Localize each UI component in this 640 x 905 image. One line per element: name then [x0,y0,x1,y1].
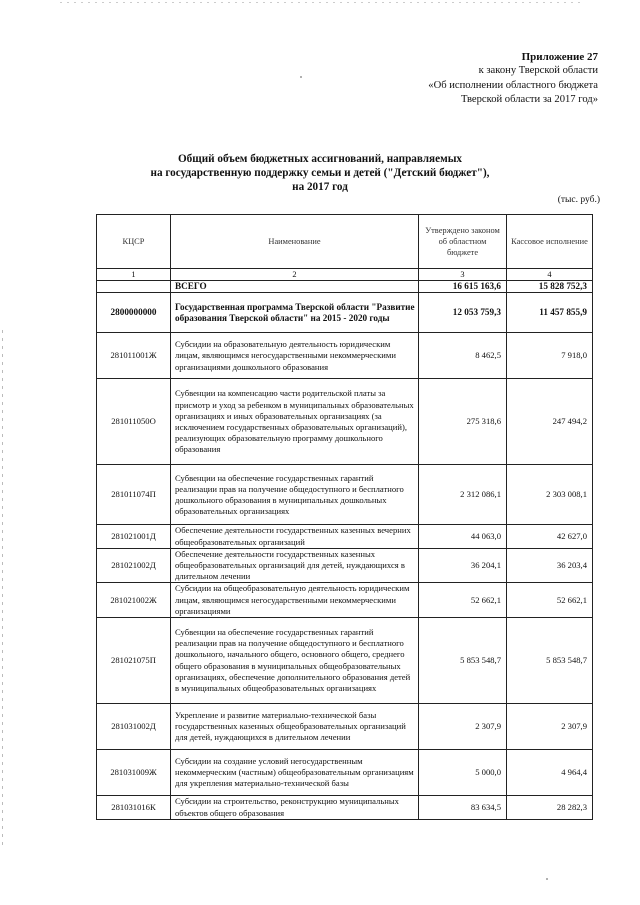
column-index-row [97,269,593,281]
table-row [97,548,593,583]
table-row [97,379,593,465]
table-row [97,465,593,525]
row-name: Укрепление и развитие материально-технической базы государственных казенных общеобразовательных организаций для детей, нуждающихся в длительном лечении [171,704,419,750]
row-executed-amount: 2 307,9 [507,704,593,750]
row-executed-amount: 5 853 548,7 [507,618,593,704]
row-approved-amount: 275 318,6 [419,379,507,465]
row-name: Субвенции на компенсацию части родительской платы за присмотр и уход за ребенком в муниципальных образовательных организациях и иных образовательных организациях (за исключением государственных образовательных организаций), реализующих образовательную программу дошкольного образования [171,379,419,465]
appendix-number: Приложение 27 [521,51,598,63]
row-name: Обеспечение деятельности государственных казенных вечерних общеобразовательных организаций [171,525,419,548]
row-name: ВСЕГО [171,281,419,293]
row-executed-amount: 11 457 855,9 [507,293,593,333]
header-approved: Утверждено законом об областном бюджете [419,215,507,269]
index-cell: 3 [419,269,507,281]
table-row [97,333,593,379]
row-approved-amount: 2 307,9 [419,704,507,750]
row-approved-amount: 83 634,5 [419,796,507,820]
row-name: Субсидии на общеобразовательную деятельность юридическим лицам, являющимся негосударственными некоммерческими организациями [171,583,419,618]
row-approved-amount: 44 063,0 [419,525,507,548]
appendix-header [428,50,598,108]
row-executed-amount: 2 303 008,1 [507,465,593,525]
row-executed-amount: 7 918,0 [507,333,593,379]
unit-label: (тыс. руб.) [557,195,600,205]
row-executed-amount: 247 494,2 [507,379,593,465]
row-approved-amount: 5 853 548,7 [419,618,507,704]
row-name: Обеспечение деятельности государственных казенных общеобразовательных организаций для детей, нуждающихся в длительном лечении [171,548,419,583]
row-approved-amount: 36 204,1 [419,548,507,583]
title-line: на 2017 год [292,181,348,194]
table-row [97,618,593,704]
header-executed: Кассовое исполнение [507,215,593,269]
title-line: Общий объем бюджетных ассигнований, направляемых [177,153,463,165]
row-code: 2800000000 [97,293,171,333]
header-code: КЦСР [97,215,171,269]
table-header-row [97,215,593,269]
row-code [97,281,171,293]
scan-speck [546,878,548,880]
index-cell: 2 [171,269,419,281]
row-code: 281031016К [97,796,171,820]
row-name: Субсидии на строительство, реконструкцию муниципальных объектов общего образования [171,796,419,820]
title-line: на государственную поддержку семьи и детей ("Детский бюджет"), [150,167,490,180]
row-name: Субвенции на обеспечение государственных гарантий реализации прав на получение общедоступного и бесплатного дошкольного, начального общего, основного общего, среднего общего образования в муниципальных общеобразовательных организациях, обеспечение дополнительного образования детей в муниципальных общеобразовательных организациях [171,618,419,704]
scan-edge-marks [2,330,3,850]
row-code: 281011050О [97,379,171,465]
budget-table [96,214,593,820]
row-executed-amount: 28 282,3 [507,796,593,820]
row-executed-amount: 52 662,1 [507,583,593,618]
appendix-line: Тверской области за 2017 год» [461,94,598,106]
row-name: Субвенции на обеспечение государственных гарантий реализации прав на получение общедоступного и бесплатного дошкольного образования в муниципальных дошкольных образовательных организациях [171,465,419,525]
table-row [97,525,593,548]
row-executed-amount: 15 828 752,3 [507,281,593,293]
table-row [97,796,593,820]
appendix-line: «Об исполнении областного бюджета [428,79,598,91]
table-row [97,583,593,618]
row-approved-amount: 8 462,5 [419,333,507,379]
scan-speck [300,76,302,78]
appendix-line: к закону Тверской области [478,65,598,77]
row-code: 281021002Д [97,548,171,583]
row-approved-amount: 12 053 759,3 [419,293,507,333]
row-executed-amount: 42 627,0 [507,525,593,548]
index-cell: 1 [97,269,171,281]
row-code: 281021075П [97,618,171,704]
row-approved-amount: 2 312 086,1 [419,465,507,525]
document-title [0,152,640,195]
row-executed-amount: 4 964,4 [507,750,593,796]
row-approved-amount: 5 000,0 [419,750,507,796]
row-code: 281031002Д [97,704,171,750]
table-row [97,750,593,796]
table-row [97,704,593,750]
scan-noise-top [60,2,580,3]
table-row [97,281,593,293]
header-name: Наименование [171,215,419,269]
row-code: 281021001Д [97,525,171,548]
row-code: 281011074П [97,465,171,525]
row-approved-amount: 16 615 163,6 [419,281,507,293]
row-approved-amount: 52 662,1 [419,583,507,618]
row-code: 281021002Ж [97,583,171,618]
table-row [97,293,593,333]
row-name: Государственная программа Тверской области "Развитие образования Тверской области" на 2015 - 2020 годы [171,293,419,333]
row-name: Субсидии на образовательную деятельность юридическим лицам, являющимся негосударственными некоммерческими организациями дошкольного образования [171,333,419,379]
table-body [97,215,593,820]
row-code: 281031009Ж [97,750,171,796]
index-cell: 4 [507,269,593,281]
row-name: Субсидии на создание условий негосударственным некоммерческим (частным) общеобразовательным организациям для укрепления материально-технической базы [171,750,419,796]
row-code: 281011001Ж [97,333,171,379]
row-executed-amount: 36 203,4 [507,548,593,583]
